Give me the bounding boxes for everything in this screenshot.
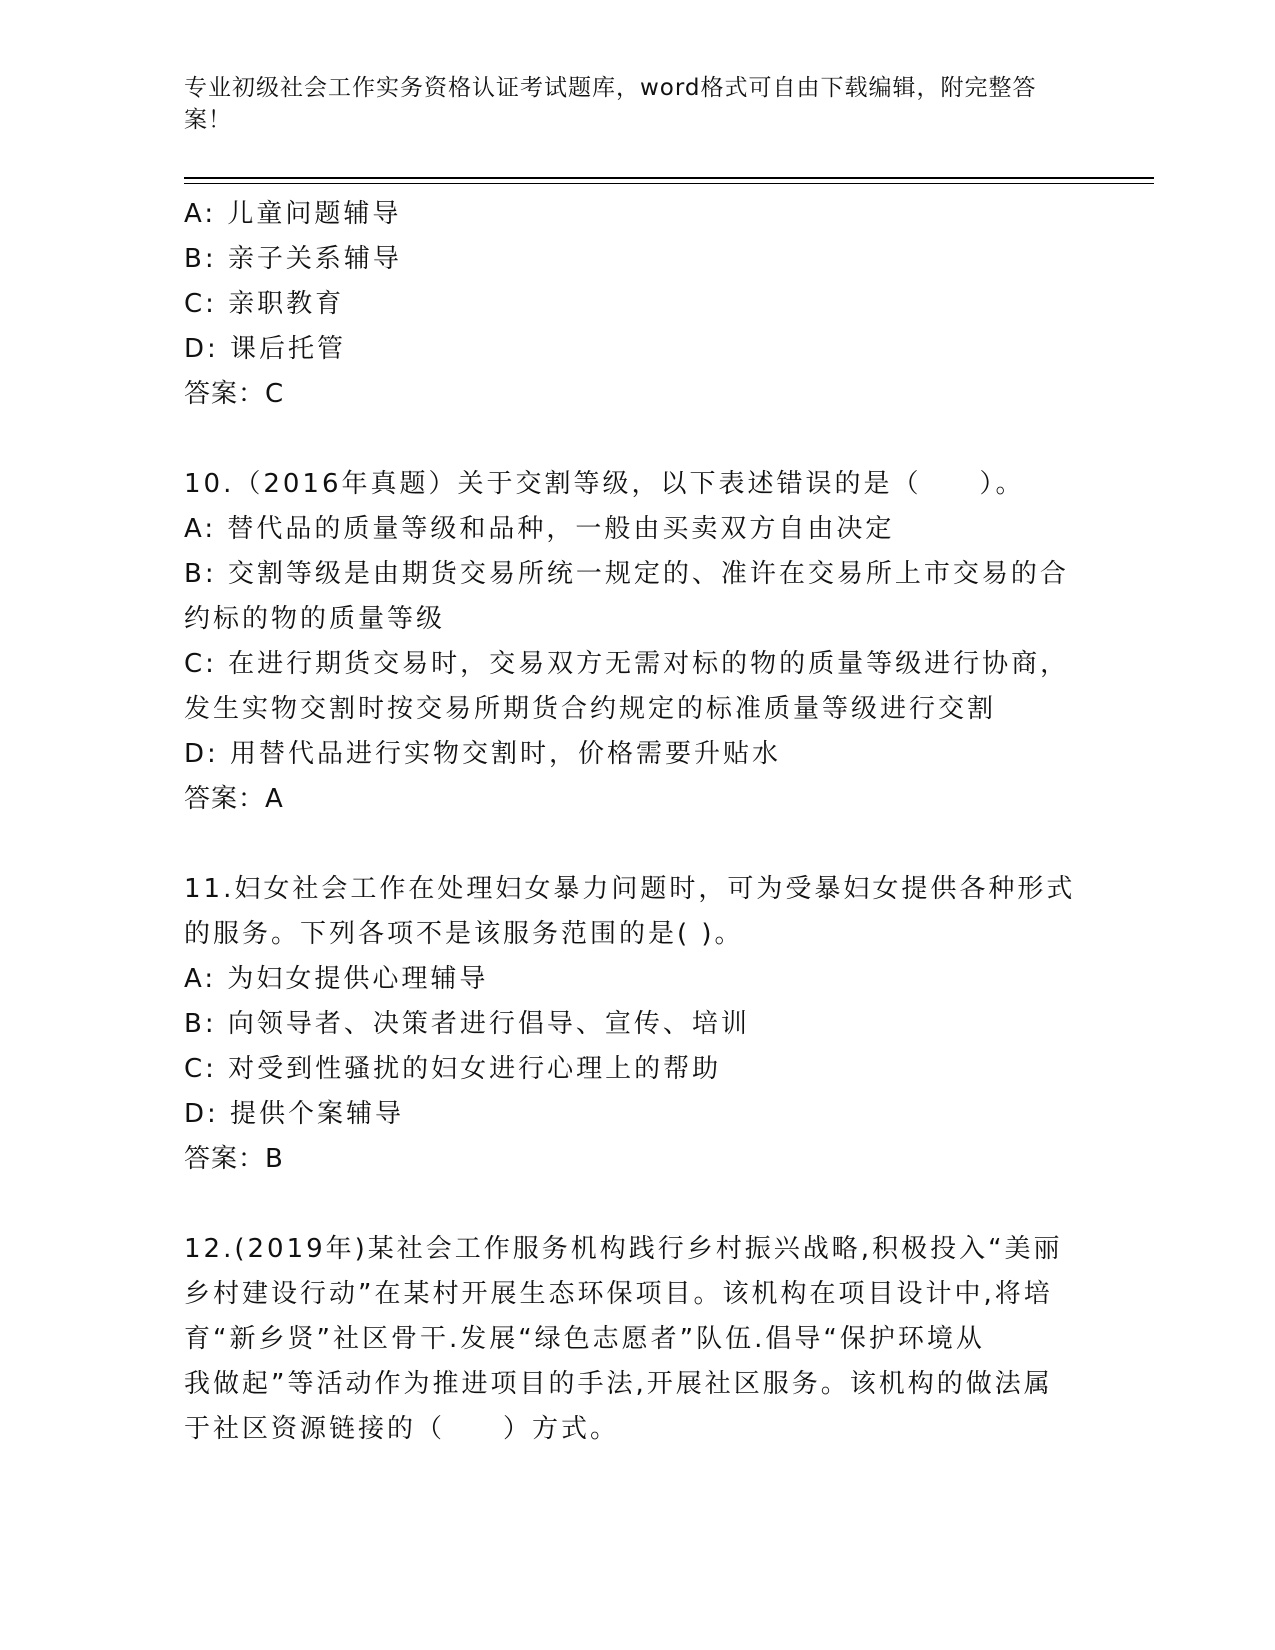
spacer xyxy=(184,822,1064,867)
spacer xyxy=(184,417,1064,462)
option-d: D: 提供个案辅导 xyxy=(184,1099,405,1129)
option-c: C: 在进行期货交易时，交易双方无需对标的物的质量等级进行协商， xyxy=(184,649,1070,679)
option-c-continued: 发生实物交割时按交易所期货合约规定的标准质量等级进行交割 xyxy=(184,694,997,724)
question-stem: 10.（2016年真题）关于交割等级，以下表述错误的是（ ）。 xyxy=(184,469,1025,499)
question-stem-continued: 我做起”等活动作为推进项目的手法,开展社区服务。该机构的做法属 xyxy=(184,1369,1053,1399)
option-d: D: 课后托管 xyxy=(184,334,347,364)
option-b-continued: 约标的物的质量等级 xyxy=(184,604,446,634)
option-c: C: 亲职教育 xyxy=(184,289,345,319)
header-divider-thin xyxy=(184,183,1154,184)
question-stem-continued: 于社区资源链接的（ ）方式。 xyxy=(184,1414,620,1444)
question-stem-continued: 的服务。下列各项不是该服务范围的是( )。 xyxy=(184,919,744,949)
answer: 答案：A xyxy=(184,784,284,814)
question-11 xyxy=(184,867,1076,1182)
question-stem-continued: 育“新乡贤”社区骨干.发展“绿色志愿者”队伍.倡导“保护环境从 xyxy=(184,1324,985,1354)
question-12 xyxy=(184,1227,1064,1452)
page-header: 专业初级社会工作实务资格认证考试题库，word格式可自由下载编辑，附完整答案！ xyxy=(184,75,1037,133)
option-b: B: 向领导者、决策者进行倡导、宣传、培训 xyxy=(184,1009,750,1039)
option-a: A: 儿童问题辅导 xyxy=(184,199,402,229)
question-content xyxy=(184,192,1076,1452)
answer: 答案：C xyxy=(184,379,285,409)
option-c: C: 对受到性骚扰的妇女进行心理上的帮助 xyxy=(184,1054,722,1084)
question-stem: 11.妇女社会工作在处理妇女暴力问题时，可为受暴妇女提供各种形式 xyxy=(184,874,1076,904)
option-a: A: 为妇女提供心理辅导 xyxy=(184,964,489,994)
question-9 xyxy=(184,192,1064,417)
option-b: B: 交割等级是由期货交易所统一规定的、准许在交易所上市交易的合 xyxy=(184,559,1069,589)
option-d: D: 用替代品进行实物交割时，价格需要升贴水 xyxy=(184,739,782,769)
spacer xyxy=(184,1182,1064,1227)
question-stem-continued: 乡村建设行动”在某村开展生态环保项目。该机构在项目设计中,将培 xyxy=(184,1279,1053,1309)
header-divider-thick xyxy=(184,177,1154,179)
question-stem: 12.(2019年)某社会工作服务机构践行乡村振兴战略,积极投入“美丽 xyxy=(184,1234,1063,1264)
answer: 答案：B xyxy=(184,1144,284,1174)
question-10 xyxy=(184,462,1070,822)
option-b: B: 亲子关系辅导 xyxy=(184,244,402,274)
option-a: A: 替代品的质量等级和品种，一般由买卖双方自由决定 xyxy=(184,514,895,544)
